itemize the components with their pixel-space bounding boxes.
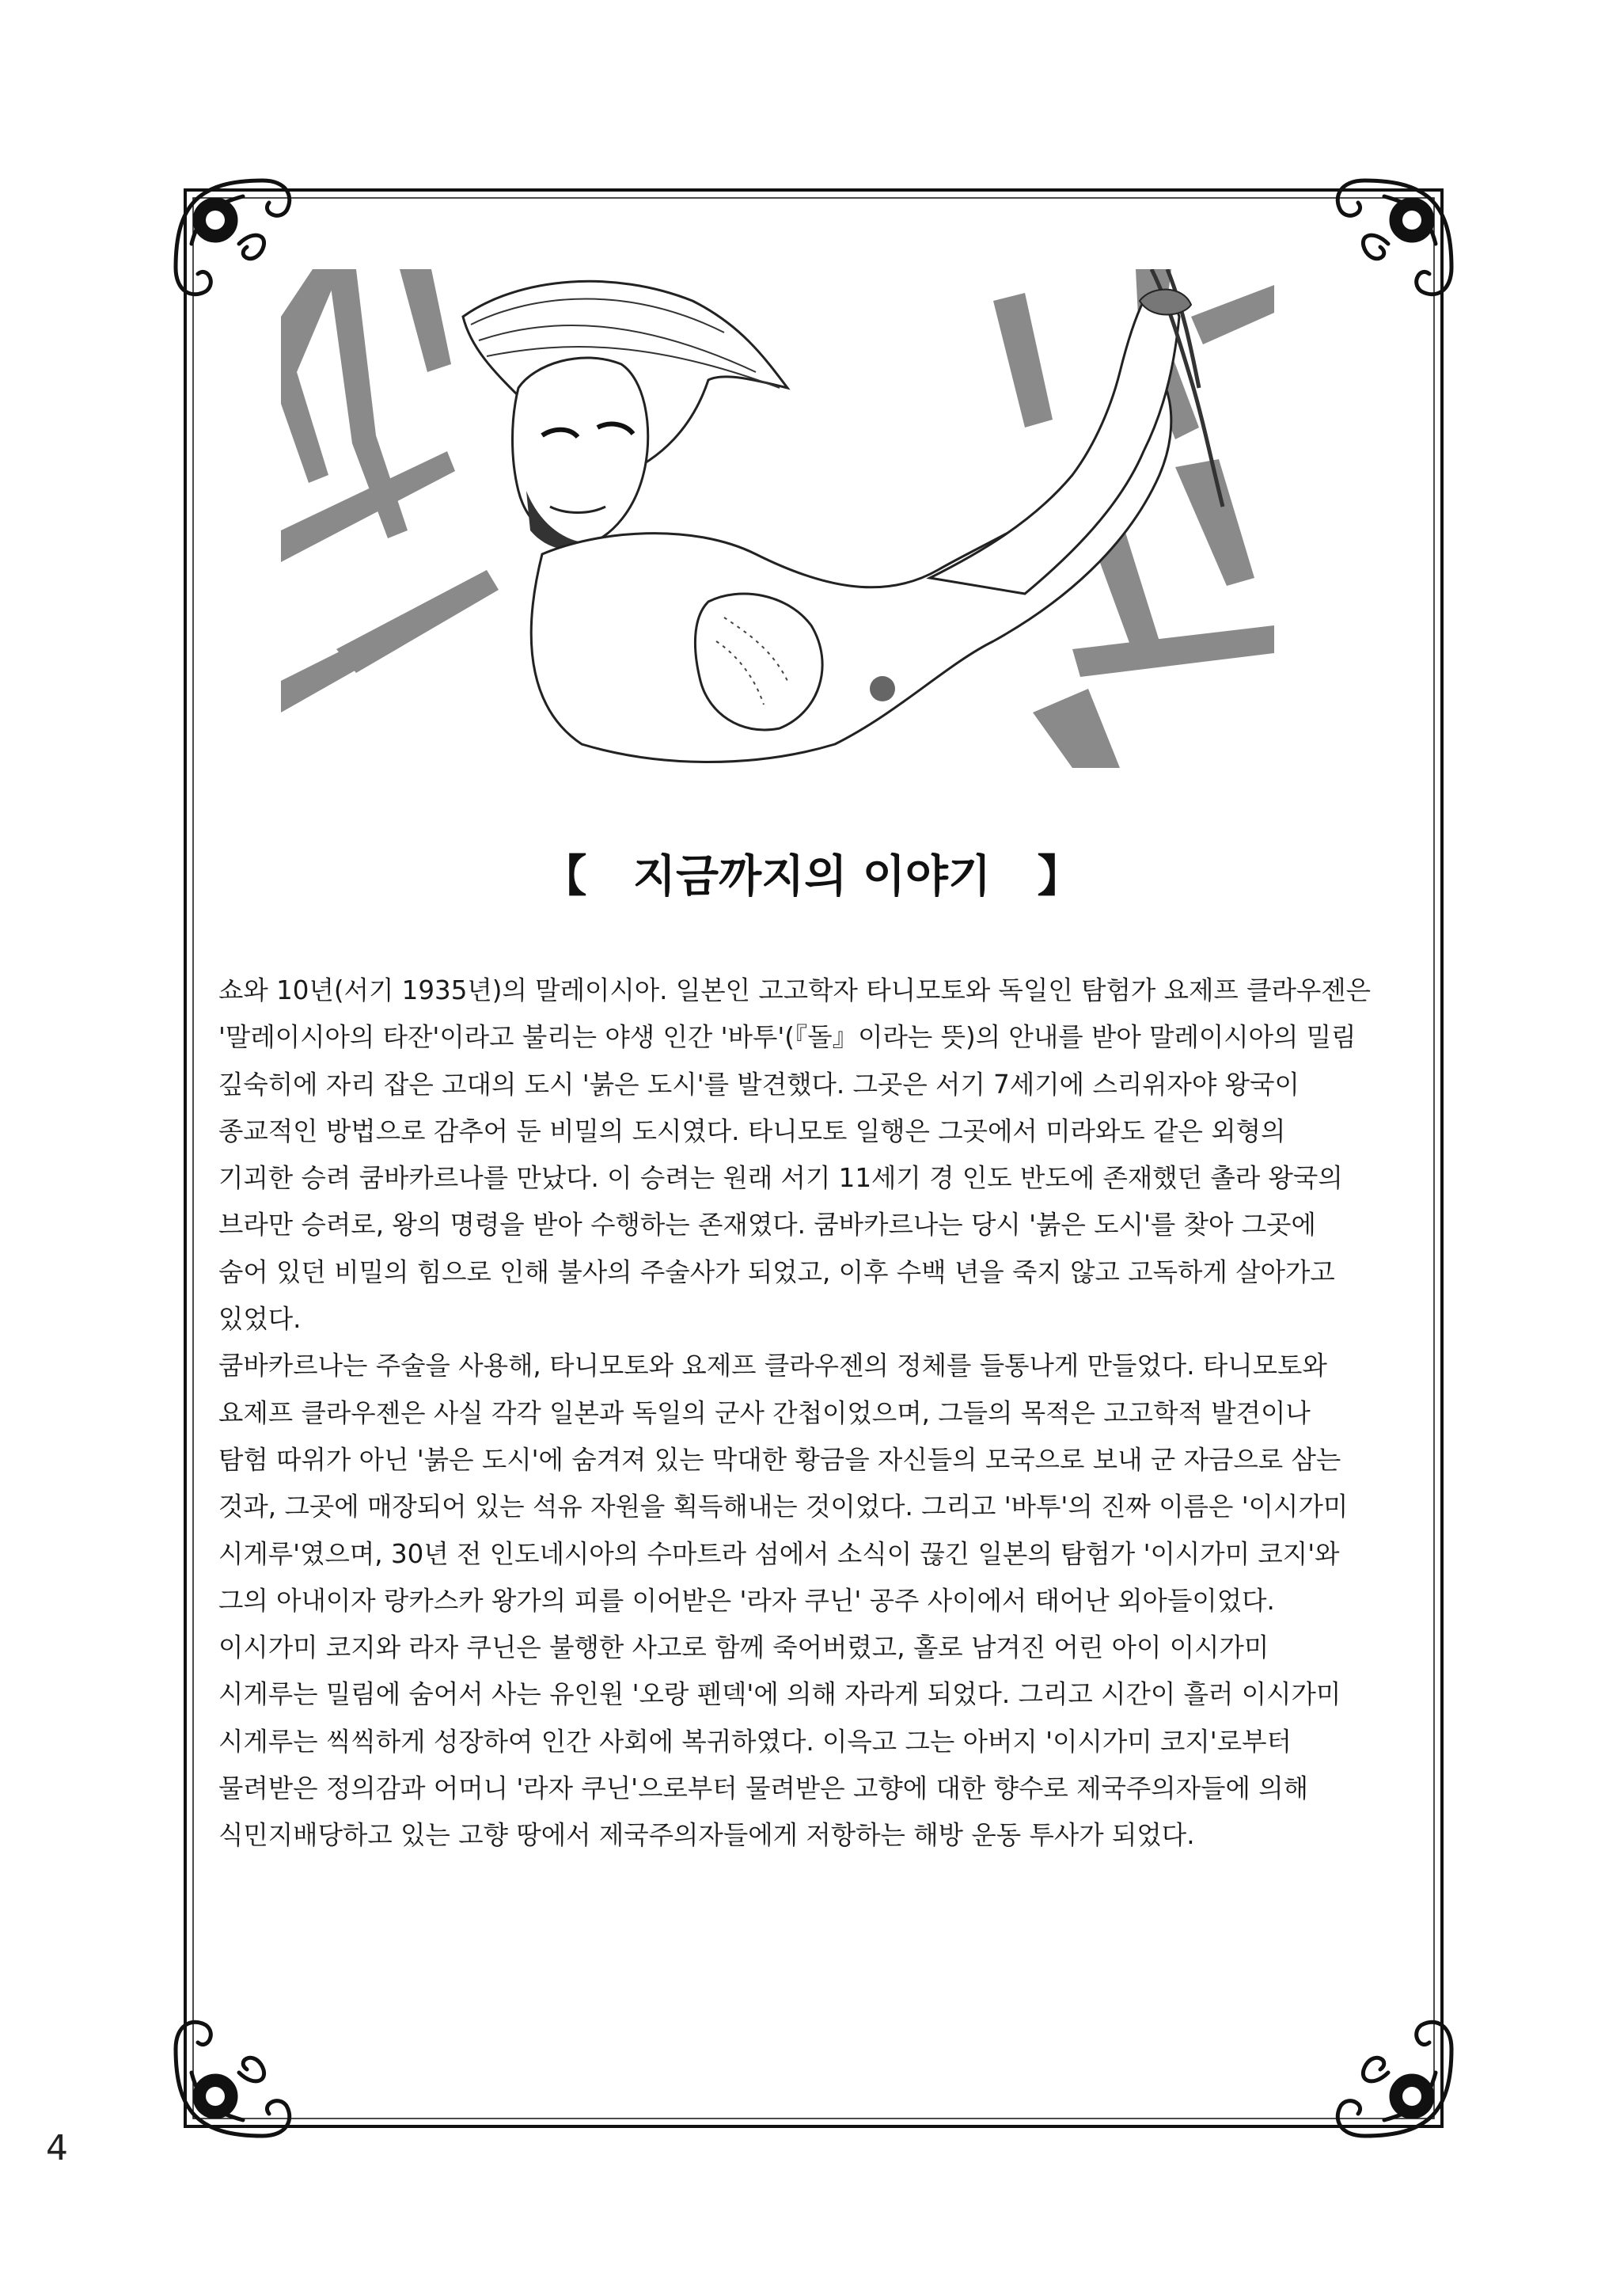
text-line: 깊숙히에 자리 잡은 고대의 도시 '붉은 도시'를 발견했다. 그곳은 서기 7세기에 스리위자야 왕국이 <box>218 1069 1300 1100</box>
text-line: 종교적인 방법으로 감추어 둔 비밀의 도시였다. 타니모토 일행은 그곳에서 미라와도 같은 외형의 <box>218 1115 1286 1146</box>
text-line: 이시가미 코지와 라자 쿠닌은 불행한 사고로 함께 죽어버렸고, 홀로 남겨진 어린 아이 이시가미 <box>218 1632 1269 1663</box>
text-line: 시게루는 씩씩하게 성장하여 인간 사회에 복귀하였다. 이윽고 그는 아버지 '이시가미 코지'로부터 <box>218 1726 1292 1757</box>
section-heading <box>0 842 1624 905</box>
text-line: 그의 아내이자 랑카스카 왕가의 피를 이어받은 '라자 쿠닌' 공주 사이에서 태어난 외아들이었다. <box>218 1585 1275 1616</box>
text-line: 쇼와 10년(서기 1935년)의 말레이시아. 일본인 고고학자 타니모토와 독일인 탐험가 요제프 클라우젠은 <box>218 975 1372 1005</box>
header-illustration <box>281 269 1274 768</box>
story-summary-text <box>218 967 1421 1860</box>
text-line: 식민지배당하고 있는 고향 땅에서 제국주의자들에게 저항하는 해방 운동 투사가 되었다. <box>218 1820 1195 1851</box>
text-line: 있었다. <box>218 1304 302 1335</box>
text-line: '말레이시아의 타잔'이라고 불리는 야생 인간 '바투'(『돌』이라는 뜻)의 안내를 받아 말레이시아의 밀림 <box>218 1022 1356 1053</box>
text-line: 쿰바카르나는 주술을 사용해, 타니모토와 요제프 클라우젠의 정체를 들통나게 만들었다. 타니모토와 <box>218 1351 1327 1381</box>
text-line: 시게루는 밀림에 숨어서 사는 유인원 '오랑 펜덱'에 의해 자라게 되었다. 그리고 시간이 흘러 이시가미 <box>218 1679 1341 1710</box>
text-line: 숨어 있던 비밀의 힘으로 인해 불사의 주술사가 되었고, 이후 수백 년을 죽지 않고 고독하게 살아가고 <box>218 1256 1335 1287</box>
text-line: 시게루'였으며, 30년 전 인도네시아의 수마트라 섬에서 소식이 끊긴 일본의 탐험가 '이시가미 코지'와 <box>218 1538 1340 1569</box>
text-line: 탐험 따위가 아닌 '붉은 도시'에 숨겨져 있는 막대한 황금을 자신들의 모국으로 보내 군 자금으로 삼는 <box>218 1444 1341 1475</box>
text-line: 브라만 승려로, 왕의 명령을 받아 수행하는 존재였다. 쿰바카르나는 당시 '붉은 도시'를 찾아 그곳에 <box>218 1210 1316 1241</box>
tarzan-illustration <box>281 269 1274 768</box>
heading-bracket-open: 【 <box>542 851 587 902</box>
text-line: 물려받은 정의감과 어머니 '라자 쿠닌'으로부터 물려받은 고향에 대한 향수로 제국주의자들에 의해 <box>218 1773 1308 1804</box>
text-line: 것과, 그곳에 매장되어 있는 석유 자원을 획득해내는 것이었다. 그리고 '바투'의 진짜 이름은 '이시가미 <box>218 1492 1349 1522</box>
text-line: 요제프 클라우젠은 사실 각각 일본과 독일의 군사 간첩이었으며, 그들의 목적은 고고학적 발견이나 <box>218 1397 1311 1428</box>
heading-title: 지금까지의 이야기 <box>632 851 992 902</box>
text-line: 기괴한 승려 쿰바카르나를 만났다. 이 승려는 원래 서기 11세기 경 인도 반도에 존재했던 촐라 왕국의 <box>218 1163 1343 1194</box>
page-number: 4 <box>46 2128 68 2168</box>
heading-bracket-close: 】 <box>1037 851 1082 902</box>
